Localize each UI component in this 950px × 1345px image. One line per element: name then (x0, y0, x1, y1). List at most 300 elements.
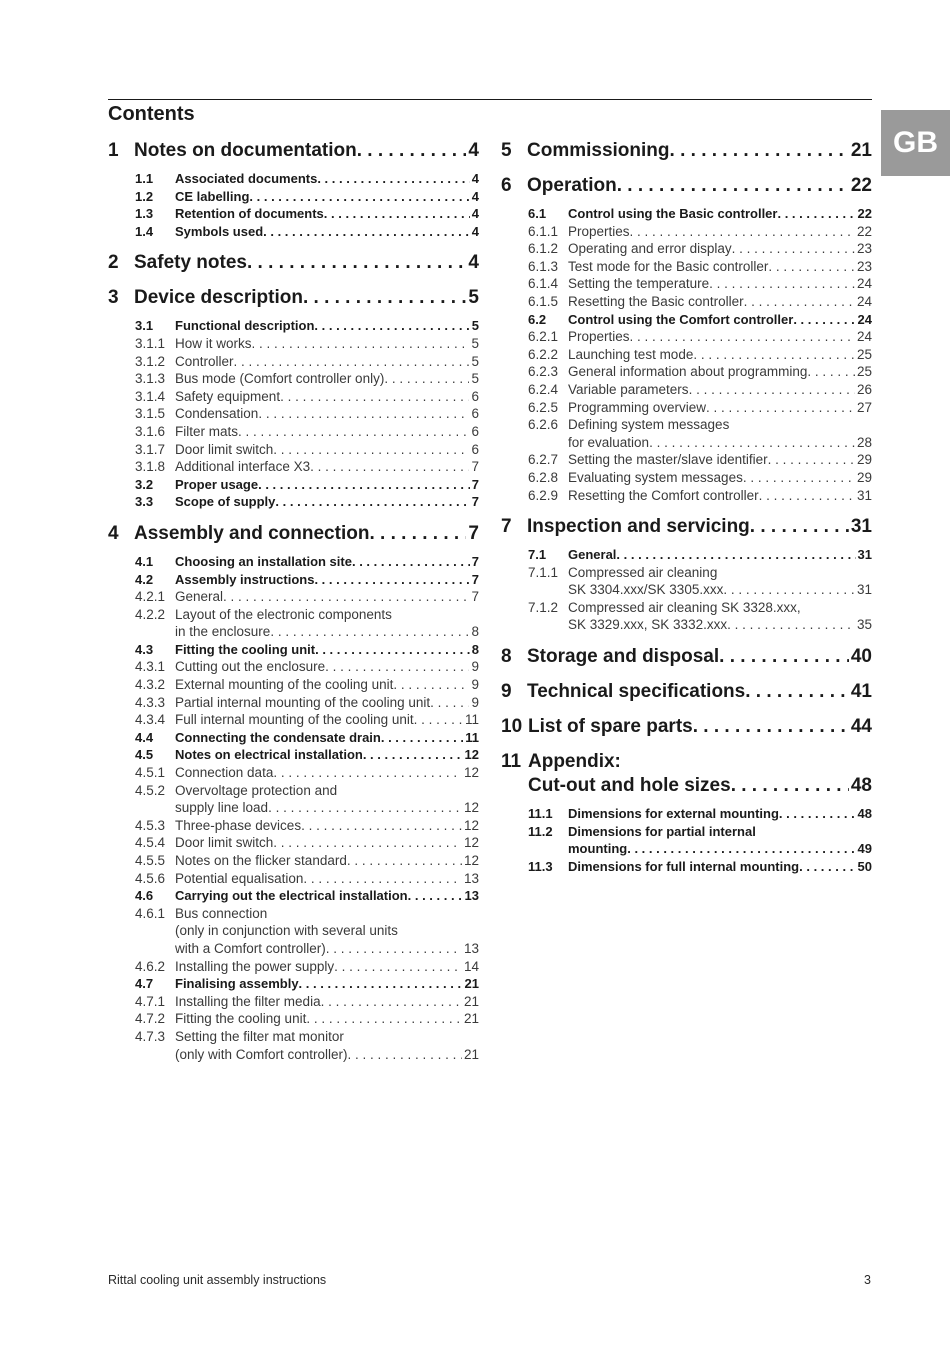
toc-entry-title: External mounting of the cooling unit (175, 677, 394, 693)
dot-leader (273, 441, 469, 459)
toc-entry-page: 5 (468, 287, 479, 309)
toc-entry-1-1[interactable] (108, 170, 479, 188)
toc-entry-11[interactable] (501, 750, 872, 798)
dot-leader (357, 139, 467, 163)
dot-leader (273, 764, 462, 782)
dot-leader (408, 887, 463, 905)
toc-entry-page: 21 (463, 1011, 479, 1027)
toc-entry-6-2-5[interactable] (501, 399, 872, 417)
toc-entry-3-1-7[interactable] (108, 441, 479, 459)
footer-page-number: 3 (864, 1273, 871, 1287)
dot-leader (347, 852, 462, 870)
toc-entry-10[interactable] (501, 715, 872, 739)
toc-entry-number: 4.5.5 (135, 853, 166, 868)
toc-entry-4-7-2[interactable] (108, 1010, 479, 1028)
toc-entry-number: 7.1.2 (528, 599, 559, 615)
toc-entry-title: Carrying out the electrical installation (175, 888, 408, 904)
toc-entry-number: 4.5.2 (135, 782, 166, 798)
toc-entry-page: 4 (468, 140, 479, 161)
page-title: Contents (108, 103, 195, 125)
toc-entry-number: 4.3.2 (135, 677, 166, 693)
dot-leader (430, 694, 469, 712)
toc-entry-title: General (568, 547, 617, 563)
toc-entry-number: 6.2.1 (528, 329, 559, 345)
toc-entry-4-7[interactable] (108, 975, 479, 993)
toc-entry-title: Launching test mode (568, 346, 694, 362)
toc-entry-number: 11 (501, 751, 522, 773)
toc-entry-6-2-3[interactable] (501, 363, 872, 381)
toc-entry-page: 48 (857, 806, 872, 822)
toc-entry-page: 5 (471, 318, 479, 334)
toc-entry-number: 7 (501, 516, 512, 538)
dot-leader (779, 805, 856, 823)
toc-entry-page: 31 (850, 516, 872, 538)
dot-leader (793, 311, 855, 329)
toc-entry-4-6-2[interactable] (108, 958, 479, 976)
toc-entry-page: 44 (850, 716, 872, 738)
toc-entry-title: Properties (568, 223, 630, 239)
toc-entry-page: 23 (856, 241, 872, 257)
toc-entry-page: 50 (857, 858, 872, 874)
toc-entry-title: Control using the Basic controller (568, 206, 778, 221)
dot-leader (706, 399, 855, 417)
toc-entry-3-1-4[interactable] (108, 388, 479, 406)
toc-entry-title: List of spare parts (528, 716, 693, 738)
toc-entry-1-2[interactable] (108, 188, 479, 206)
toc-entry-page: 22 (857, 206, 872, 221)
toc-entry-title: Three-phase devices (175, 817, 302, 833)
dot-leader (709, 275, 855, 293)
toc-entry-page: 12 (463, 835, 479, 851)
toc-entry-4-5-1[interactable] (108, 764, 479, 782)
toc-entry-page: 7 (471, 459, 479, 475)
dot-leader (731, 774, 849, 798)
toc-entry-page: 11 (464, 712, 479, 728)
toc-entry-page: 7 (471, 571, 479, 587)
toc-entry-number: 3.1.7 (135, 441, 166, 457)
toc-entry-6-2-6[interactable] (501, 416, 872, 451)
toc-entry-title: in the enclosure (175, 624, 271, 640)
dot-leader (689, 381, 855, 399)
toc-entry-number: 3.1.6 (135, 423, 166, 439)
toc-entry-4-2-2[interactable] (108, 606, 479, 641)
toc-entry-6-2-1[interactable] (501, 328, 872, 346)
toc-entry-number: 3 (108, 287, 119, 309)
toc-entry-page: 24 (857, 311, 872, 327)
toc-entry-1-4[interactable] (108, 223, 479, 241)
toc-entry-title: Symbols used (175, 223, 264, 239)
toc-entry-4-6[interactable] (108, 887, 479, 905)
toc-entry-4-2[interactable] (108, 571, 479, 589)
toc-entry-title: Notes on the flicker standard (175, 853, 347, 868)
dot-leader (301, 817, 462, 835)
toc-entry-number: 6.2.3 (528, 364, 559, 380)
toc-entry-page: 5 (471, 353, 479, 369)
toc-entry-number: 4 (108, 522, 119, 544)
toc-entry-title: Notes on electrical installation (175, 747, 363, 763)
dot-leader (727, 616, 855, 634)
toc-entry-page: 12 (463, 765, 479, 781)
toc-entry-3-1-8[interactable] (108, 458, 479, 476)
toc-entry-page: 13 (464, 888, 479, 904)
toc-entry-4-5-3[interactable] (108, 817, 479, 835)
dot-leader (630, 328, 855, 346)
toc-entry-number: 3.2 (135, 476, 154, 492)
toc-entry-page: 13 (463, 870, 479, 886)
toc-entry-title: Installing the power supply (175, 958, 335, 974)
toc-entry-number: 6.1.1 (528, 223, 559, 239)
dot-leader (363, 746, 463, 764)
toc-entry-title: Cutting out the enclosure (175, 659, 326, 675)
toc-entry-page: 41 (850, 681, 872, 703)
toc-entry-number: 7.1.1 (528, 564, 559, 580)
toc-entry-title: Evaluating system messages (568, 469, 743, 485)
toc-entry-4-3[interactable] (108, 641, 479, 659)
toc-entry-4-5-4[interactable] (108, 834, 479, 852)
toc-entry-4-5-6[interactable] (108, 870, 479, 888)
toc-entry-number: 4.7 (135, 976, 154, 992)
dot-leader (314, 317, 469, 335)
toc-entry-title: Scope of supply (175, 494, 276, 510)
toc-entry-number: 3.3 (135, 494, 154, 510)
toc-entry-page: 7 (471, 494, 479, 510)
toc-entry-page: 11 (465, 729, 479, 745)
toc-entry-2[interactable] (108, 251, 479, 275)
toc-entry-number: 3.1.8 (135, 459, 166, 475)
dot-leader (234, 353, 470, 371)
toc-entry-7[interactable] (501, 515, 872, 539)
toc-entry-number: 4.5.3 (135, 817, 166, 833)
toc-entry-number: 6.2.7 (528, 452, 559, 468)
toc-entry-number: 6.1.4 (528, 276, 559, 292)
toc-entry-6-1-2[interactable] (501, 240, 872, 258)
dot-leader (238, 423, 469, 441)
toc-entry-6-1-3[interactable] (501, 258, 872, 276)
toc-entry-page: 24 (856, 293, 872, 309)
dot-leader (670, 139, 849, 163)
toc-entry-number: 4.1 (135, 553, 154, 569)
dot-leader (315, 641, 470, 659)
dot-leader (252, 335, 470, 353)
toc-entry-title: Commissioning (527, 140, 670, 161)
dot-leader (414, 711, 463, 729)
toc-entry-page: 4 (471, 223, 479, 239)
toc-entry-6-1-4[interactable] (501, 275, 872, 293)
toc-entry-number: 6.2.2 (528, 346, 559, 362)
toc-entry-number: 6.2.5 (528, 399, 559, 415)
dot-leader (732, 240, 855, 258)
dot-leader (759, 487, 855, 505)
toc-entry-page: 14 (463, 958, 479, 974)
toc-entry-6-2-7[interactable] (501, 451, 872, 469)
dot-leader (348, 1046, 462, 1064)
toc-entry-number: 4.7.3 (135, 1028, 166, 1044)
toc-entry-4-3-4[interactable] (108, 711, 479, 729)
toc-entry-page: 48 (850, 775, 872, 797)
toc-entry-11-3[interactable] (501, 858, 872, 876)
toc-entry-title: (only in conjunction with several units (175, 923, 398, 939)
toc-entry-page: 21 (850, 140, 872, 161)
toc-entry-number: 3.1.4 (135, 388, 166, 404)
toc-entry-title: Defining system messages (568, 417, 730, 433)
toc-entry-title: Dimensions for full internal mounting (568, 858, 800, 874)
dot-leader (310, 458, 469, 476)
toc-entry-page: 29 (856, 469, 872, 485)
dot-leader (381, 729, 463, 747)
toc-entry-7-1[interactable] (501, 546, 872, 564)
toc-entry-6-1-5[interactable] (501, 293, 872, 311)
toc-entry-page: 6 (471, 406, 479, 422)
dot-leader (314, 571, 469, 589)
toc-entry-page: 24 (856, 329, 872, 345)
toc-entry-1-3[interactable] (108, 205, 479, 223)
toc-entry-page: 12 (463, 800, 479, 816)
toc-entry-title: Variable parameters (568, 381, 689, 397)
dot-leader (777, 205, 855, 223)
toc-entry-3-1[interactable] (108, 317, 479, 335)
toc-entry-6-1[interactable] (501, 205, 872, 223)
toc-entry-title: Choosing an installation site (175, 553, 352, 569)
toc-entry-6-1-1[interactable] (501, 223, 872, 241)
dot-leader (617, 174, 849, 198)
toc-entry-title: Compressed air cleaning (568, 564, 718, 580)
toc-entry-page: 6 (471, 441, 479, 457)
toc-entry-page: 25 (856, 346, 872, 362)
toc-entry-3-1-6[interactable] (108, 423, 479, 441)
toc-entry-1[interactable] (108, 139, 479, 163)
toc-entry-4-7-1[interactable] (108, 993, 479, 1011)
dot-leader (303, 870, 462, 888)
toc-entry-11-1[interactable] (501, 805, 872, 823)
toc-entry-number: 4.2.2 (135, 606, 166, 622)
toc-entry-title: Overvoltage protection and (175, 782, 338, 798)
toc-entry-page: 4 (471, 171, 479, 186)
dot-leader (384, 370, 469, 388)
toc-entry-number: 4.6.1 (135, 905, 166, 921)
toc-entry-title: Filter mats (175, 423, 239, 439)
toc-entry-page: 5 (471, 371, 479, 387)
toc-entry-4-3-1[interactable] (108, 658, 479, 676)
toc-entry-title: Controller (175, 353, 234, 369)
toc-entry-page: 7 (468, 522, 479, 544)
toc-entry-number: 4.3.1 (135, 659, 166, 675)
toc-entry-number: 11.3 (528, 858, 553, 874)
toc-entry-page: 7 (471, 476, 479, 492)
toc-entry-title: mounting (568, 841, 628, 857)
toc-entry-8[interactable] (501, 645, 872, 669)
toc-entry-title: Test mode for the Basic controller (568, 258, 769, 274)
dot-leader (258, 476, 470, 494)
toc-entry-number: 6.2.8 (528, 469, 559, 485)
toc-entry-number: 2 (108, 252, 119, 274)
toc-entry-number: 6.2.4 (528, 381, 559, 397)
toc-entry-number: 6.1 (528, 206, 547, 221)
toc-entry-page: 6 (471, 388, 479, 404)
toc-entry-number: 4.4 (135, 729, 154, 745)
toc-entry-page: 4 (471, 206, 479, 222)
toc-entry-title: Layout of the electronic components (175, 606, 392, 622)
toc-entry-title: Cut-out and hole sizes (528, 775, 731, 797)
toc-entry-9[interactable] (501, 680, 872, 704)
toc-entry-number: 6.2.6 (528, 417, 559, 433)
toc-entry-title: Associated documents (175, 171, 318, 186)
dot-leader (744, 293, 855, 311)
toc-entry-page: 9 (471, 694, 479, 710)
dot-leader (719, 645, 849, 669)
toc-entry-page: 23 (856, 258, 872, 274)
toc-entry-title: Proper usage (175, 476, 259, 492)
toc-entry-page: 8 (471, 641, 479, 657)
toc-entry-4-4[interactable] (108, 729, 479, 747)
toc-entry-number: 6.1.5 (528, 293, 559, 309)
toc-entry-number: 4.5.1 (135, 765, 166, 781)
toc-entry-11-2[interactable] (501, 823, 872, 858)
toc-entry-page: 6 (471, 423, 479, 439)
toc-entry-3[interactable] (108, 286, 479, 310)
toc-entry-7-1-2[interactable] (501, 599, 872, 634)
toc-entry-7-1-1[interactable] (501, 564, 872, 599)
toc-entry-number: 3.1.3 (135, 371, 166, 387)
toc-entry-4-5-5[interactable] (108, 852, 479, 870)
toc-entry-4-1[interactable] (108, 553, 479, 571)
toc-entry-5[interactable] (501, 139, 872, 163)
toc-entry-4-6-1[interactable] (108, 905, 479, 958)
toc-entry-title: CE labelling (175, 188, 250, 204)
toc-entry-page: 22 (856, 223, 872, 239)
toc-entry-4-5[interactable] (108, 746, 479, 764)
toc-entry-title: SK 3329.xxx, SK 3332.xxx (568, 617, 728, 633)
toc-entry-6-2-4[interactable] (501, 381, 872, 399)
toc-entry-title: with a Comfort controller) (175, 940, 326, 956)
toc-entry-title: General information about programming (568, 364, 808, 380)
toc-entry-title: Connection data (175, 765, 274, 781)
toc-entry-page: 12 (463, 853, 479, 868)
toc-entry-title: SK 3304.xxx/SK 3305.xxx (568, 582, 724, 598)
toc-entry-title: Properties (568, 329, 630, 345)
toc-entry-page: 28 (856, 434, 872, 450)
toc-entry-title: Dimensions for external mounting (568, 806, 779, 822)
toc-entry-number: 6.2.9 (528, 487, 559, 503)
toc-entry-page: 8 (471, 624, 479, 640)
toc-right-column (501, 139, 872, 875)
toc-entry-title: Resetting the Comfort controller (568, 487, 759, 503)
toc-entry-number: 11.1 (528, 806, 553, 822)
toc-entry-page: 4 (471, 188, 479, 204)
toc-entry-4-3-3[interactable] (108, 694, 479, 712)
toc-entry-title: Operating and error display (568, 241, 732, 257)
toc-entry-title: Fitting the cooling unit (175, 641, 316, 657)
toc-entry-title: Dimensions for partial internal (568, 823, 756, 839)
toc-entry-number: 6.1.2 (528, 241, 559, 257)
toc-entry-title: How it works (175, 335, 252, 351)
toc-entry-page: 27 (856, 399, 872, 415)
toc-entry-page: 29 (856, 452, 872, 468)
toc-entry-4-5-2[interactable] (108, 782, 479, 817)
dot-leader (799, 858, 855, 876)
toc-entry-3-1-5[interactable] (108, 405, 479, 423)
toc-entry-number: 6 (501, 175, 512, 196)
toc-entry-4[interactable] (108, 522, 479, 546)
toc-entry-number: 6.1.3 (528, 258, 559, 274)
dot-leader (743, 469, 855, 487)
toc-entry-page: 35 (856, 617, 872, 633)
dot-leader (268, 799, 462, 817)
toc-entry-3-1-1[interactable] (108, 335, 479, 353)
toc-entry-page: 5 (471, 335, 479, 351)
toc-entry-title: Safety equipment (175, 388, 281, 404)
toc-entry-page: 9 (471, 659, 479, 675)
dot-leader (299, 975, 463, 993)
toc-entry-page: 31 (857, 547, 872, 563)
toc-entry-6-2[interactable] (501, 311, 872, 329)
toc-entry-title: Functional description (175, 318, 315, 334)
toc-entry-title: (only with Comfort controller) (175, 1046, 348, 1062)
toc-entry-page: 31 (856, 487, 872, 503)
toc-entry-title: Additional interface X3 (175, 459, 311, 475)
toc-entry-6-2-2[interactable] (501, 346, 872, 364)
toc-entry-number: 3.1.2 (135, 353, 166, 369)
toc-entry-4-2-1[interactable] (108, 588, 479, 606)
toc-entry-title: Bus connection (175, 905, 268, 921)
dot-leader (723, 581, 855, 599)
toc-entry-title: Control using the Comfort controller (568, 311, 794, 327)
toc-entry-3-2[interactable] (108, 476, 479, 494)
toc-entry-4-3-2[interactable] (108, 676, 479, 694)
toc-entry-number: 8 (501, 646, 512, 668)
toc-entry-number: 1.1 (135, 171, 154, 186)
dot-leader (693, 715, 849, 739)
toc-entry-6-2-9[interactable] (501, 487, 872, 505)
dot-leader (258, 405, 469, 423)
toc-entry-title: General (175, 589, 224, 605)
toc-entry-title: Fitting the cooling unit (175, 1011, 307, 1027)
dot-leader (273, 834, 462, 852)
dot-leader (334, 958, 462, 976)
toc-entry-title: Potential equalisation (175, 870, 304, 886)
toc-entry-title: Setting the filter mat monitor (175, 1028, 344, 1044)
toc-entry-title: Appendix: (528, 751, 621, 773)
toc-entry-4-7-3[interactable] (108, 1028, 479, 1063)
toc-entry-3-1-2[interactable] (108, 353, 479, 371)
toc-entry-title: Setting the master/slave identifier (568, 452, 768, 468)
toc-entry-number: 3.1 (135, 318, 154, 334)
toc-entry-number: 3.1.1 (135, 335, 166, 351)
dot-leader (768, 451, 855, 469)
toc-entry-6[interactable] (501, 174, 872, 198)
toc-entry-3-3[interactable] (108, 493, 479, 511)
toc-entry-title: Operation (527, 175, 617, 196)
toc-entry-page: 7 (471, 589, 479, 605)
dot-leader (270, 623, 469, 641)
toc-entry-number: 4.6.2 (135, 958, 166, 974)
toc-entry-6-2-8[interactable] (501, 469, 872, 487)
dot-leader (223, 588, 469, 606)
toc-entry-page: 49 (857, 841, 872, 857)
footer-document-title: Rittal cooling unit assembly instructions (108, 1273, 327, 1287)
toc-entry-title: Assembly and connection (134, 522, 370, 544)
toc-entry-number: 6.2 (528, 311, 547, 327)
toc-entry-title: Connecting the condensate drain (175, 729, 381, 745)
toc-entry-number: 4.7.1 (135, 993, 166, 1009)
toc-entry-title: Setting the temperature (568, 276, 710, 292)
toc-entry-number: 11.2 (528, 823, 553, 839)
toc-entry-number: 4.6 (135, 888, 154, 904)
toc-entry-page: 21 (464, 976, 479, 992)
toc-entry-number: 4.5.4 (135, 835, 166, 851)
toc-entry-3-1-3[interactable] (108, 370, 479, 388)
dot-leader (630, 223, 855, 241)
toc-entry-title: Device description (134, 287, 303, 309)
